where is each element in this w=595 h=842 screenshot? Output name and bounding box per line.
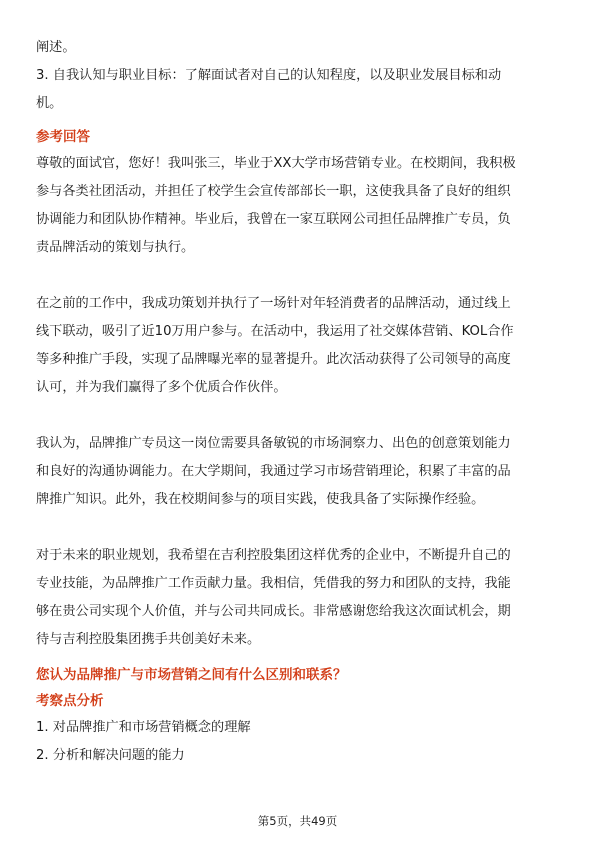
text-line: 在之前的工作中，我成功策划并执行了一场针对年轻消费者的品牌活动，通过线上 bbox=[36, 296, 511, 311]
text-line: 参与各类社团活动，并担任了校学生会宣传部部长一职，这使我具备了良好的组织 bbox=[36, 184, 511, 199]
answer-heading: 参考回答 bbox=[36, 129, 90, 145]
text-line: 责品牌活动的策划与执行。 bbox=[36, 240, 195, 255]
answer-paragraph-2 bbox=[36, 290, 562, 402]
paragraph-gap bbox=[36, 402, 562, 430]
text-line: 协调能力和团队协作精神。毕业后，我曾在一家互联网公司担任品牌推广专员，负 bbox=[36, 212, 511, 227]
analysis-item-2: 2. 分析和解决问题的能力 bbox=[36, 748, 185, 763]
text-line: 牌推广知识。此外，我在校期间参与的项目实践，使我具备了实际操作经验。 bbox=[36, 492, 485, 507]
answer-paragraph-4 bbox=[36, 542, 562, 654]
text-line: 专业技能，为品牌推广工作贡献力量。我相信，凭借我的努力和团队的支持，我能 bbox=[36, 576, 511, 591]
question-title: 您认为品牌推广与市场营销之间有什么区别和联系？ bbox=[36, 667, 347, 683]
answer-paragraph-3 bbox=[36, 430, 562, 514]
paragraph-gap bbox=[36, 262, 562, 290]
list-item-3-continued: 机。 bbox=[36, 96, 63, 111]
analysis-item-1: 1. 对品牌推广和市场营销概念的理解 bbox=[36, 720, 251, 735]
text-line: 对于未来的职业规划，我希望在吉利控股集团这样优秀的企业中，不断提升自己的 bbox=[36, 548, 511, 563]
analysis-heading: 考察点分析 bbox=[36, 693, 104, 709]
paragraph-gap bbox=[36, 514, 562, 542]
text-line: 待与吉利控股集团携手共创美好未来。 bbox=[36, 632, 261, 647]
page-number: 第5页，共49页 bbox=[257, 814, 338, 828]
page-content bbox=[36, 34, 562, 770]
text-line: 我认为，品牌推广专员这一岗位需要具备敏锐的市场洞察力、出色的创意策划能力 bbox=[36, 436, 511, 451]
answer-paragraph-1 bbox=[36, 150, 562, 262]
text-line: 尊敬的面试官，您好！我叫张三，毕业于XX大学市场营销专业。在校期间，我积极 bbox=[36, 156, 516, 171]
text-line: 线下联动，吸引了近10万用户参与。在活动中，我运用了社交媒体营销、KOL合作 bbox=[36, 324, 514, 339]
text-line: 够在贵公司实现个人价值，并与公司共同成长。非常感谢您给我这次面试机会，期 bbox=[36, 604, 511, 619]
text-line: 认可，并为我们赢得了多个优质合作伙伴。 bbox=[36, 380, 287, 395]
text-line: 和良好的沟通协调能力。在大学期间，我通过学习市场营销理论，积累了丰富的品 bbox=[36, 464, 511, 479]
text-line: 阐述。 bbox=[36, 40, 76, 55]
list-item-3: 3. 自我认知与职业目标：了解面试者对自己的认知程度，以及职业发展目标和动 bbox=[36, 68, 502, 83]
text-line: 等多种推广手段，实现了品牌曝光率的显著提升。此次活动获得了公司领导的高度 bbox=[36, 352, 511, 367]
